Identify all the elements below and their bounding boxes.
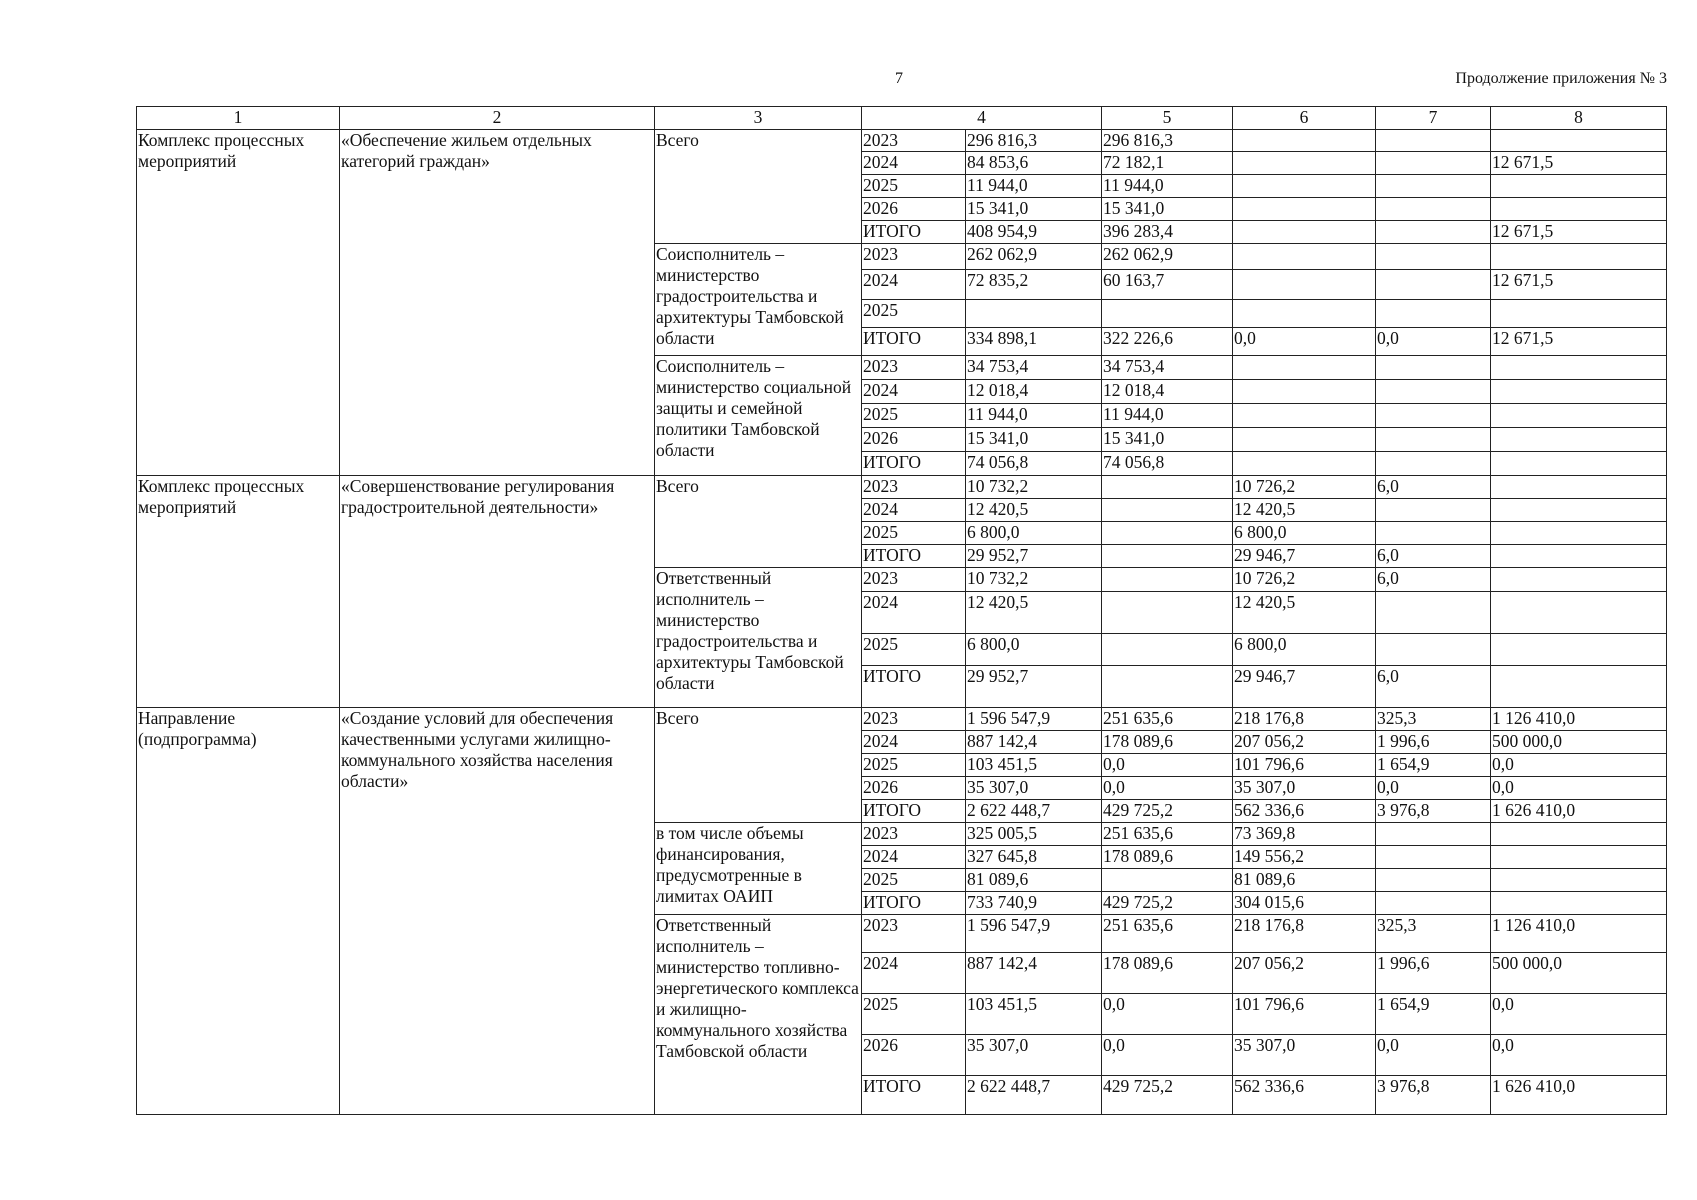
value-cell-col5: 12 018,4 xyxy=(1102,380,1233,404)
group-label: Всего xyxy=(655,708,862,823)
column-header-7: 7 xyxy=(1376,107,1491,130)
value-cell-col6: 562 336,6 xyxy=(1233,1076,1376,1115)
value-cell-col7 xyxy=(1376,152,1491,175)
value-cell-col6: 81 089,6 xyxy=(1233,869,1376,892)
value-cell-col7 xyxy=(1376,404,1491,428)
value-cell-col4: 408 954,9 xyxy=(966,221,1102,244)
value-cell-col4: 2 622 448,7 xyxy=(966,800,1102,823)
year-cell: 2023 xyxy=(862,823,966,846)
value-cell-col7 xyxy=(1376,846,1491,869)
value-cell-col8 xyxy=(1491,522,1667,545)
value-cell-col5: 72 182,1 xyxy=(1102,152,1233,175)
value-cell-col5: 178 089,6 xyxy=(1102,731,1233,754)
value-cell-col6: 35 307,0 xyxy=(1233,1035,1376,1076)
value-cell-col6: 10 726,2 xyxy=(1233,476,1376,499)
value-cell-col7: 325,3 xyxy=(1376,708,1491,731)
table-row xyxy=(137,130,1667,152)
value-cell-col6: 35 307,0 xyxy=(1233,777,1376,800)
value-cell-col7: 6,0 xyxy=(1376,545,1491,568)
value-cell-col8: 0,0 xyxy=(1491,994,1667,1035)
value-cell-col5: 396 283,4 xyxy=(1102,221,1233,244)
value-cell-col4: 10 732,2 xyxy=(966,568,1102,592)
value-cell-col5 xyxy=(1102,666,1233,708)
group-label: Ответственный исполнитель – министерство градостроительства и архитектуры Тамбовской области xyxy=(655,568,862,708)
year-cell: 2023 xyxy=(862,130,966,152)
group-label: Всего xyxy=(655,130,862,244)
value-cell-col4: 34 753,4 xyxy=(966,356,1102,380)
value-cell-col8 xyxy=(1491,404,1667,428)
year-cell: ИТОГО xyxy=(862,666,966,708)
value-cell-col5 xyxy=(1102,545,1233,568)
value-cell-col6 xyxy=(1233,380,1376,404)
value-cell-col8: 500 000,0 xyxy=(1491,953,1667,994)
value-cell-col5: 429 725,2 xyxy=(1102,892,1233,915)
column-header-3: 3 xyxy=(655,107,862,130)
value-cell-col4: 1 596 547,9 xyxy=(966,708,1102,731)
value-cell-col4: 12 420,5 xyxy=(966,499,1102,522)
value-cell-col6 xyxy=(1233,221,1376,244)
value-cell-col5: 262 062,9 xyxy=(1102,244,1233,270)
value-cell-col7 xyxy=(1376,499,1491,522)
value-cell-col8 xyxy=(1491,476,1667,499)
value-cell-col8 xyxy=(1491,198,1667,221)
value-cell-col7: 6,0 xyxy=(1376,476,1491,499)
value-cell-col8 xyxy=(1491,499,1667,522)
appendix-note: Продолжение приложения № 3 xyxy=(1455,70,1667,87)
value-cell-col5: 178 089,6 xyxy=(1102,953,1233,994)
table-row xyxy=(137,708,1667,731)
year-cell: 2024 xyxy=(862,499,966,522)
value-cell-col8 xyxy=(1491,823,1667,846)
value-cell-col5 xyxy=(1102,522,1233,545)
column-header-1: 1 xyxy=(137,107,340,130)
year-cell: 2025 xyxy=(862,994,966,1035)
value-cell-col7 xyxy=(1376,244,1491,270)
value-cell-col5: 0,0 xyxy=(1102,1035,1233,1076)
value-cell-col8 xyxy=(1491,846,1667,869)
value-cell-col6: 29 946,7 xyxy=(1233,545,1376,568)
year-cell: 2025 xyxy=(862,175,966,198)
value-cell-col8: 1 126 410,0 xyxy=(1491,915,1667,953)
value-cell-col7 xyxy=(1376,221,1491,244)
value-cell-col6: 218 176,8 xyxy=(1233,915,1376,953)
value-cell-col5: 11 944,0 xyxy=(1102,404,1233,428)
value-cell-col6: 73 369,8 xyxy=(1233,823,1376,846)
section-name: «Создание условий для обеспечения качественными услугами жилищно-коммунального хозяйства населения области» xyxy=(340,708,655,1115)
value-cell-col4: 29 952,7 xyxy=(966,666,1102,708)
group-label: Всего xyxy=(655,476,862,568)
value-cell-col8 xyxy=(1491,869,1667,892)
value-cell-col5: 178 089,6 xyxy=(1102,846,1233,869)
value-cell-col5: 15 341,0 xyxy=(1102,428,1233,452)
value-cell-col6 xyxy=(1233,244,1376,270)
value-cell-col6: 6 800,0 xyxy=(1233,522,1376,545)
year-cell: 2023 xyxy=(862,476,966,499)
year-cell: 2026 xyxy=(862,198,966,221)
value-cell-col7 xyxy=(1376,592,1491,634)
value-cell-col4: 10 732,2 xyxy=(966,476,1102,499)
table-row xyxy=(137,476,1667,499)
value-cell-col4: 29 952,7 xyxy=(966,545,1102,568)
value-cell-col4: 12 018,4 xyxy=(966,380,1102,404)
value-cell-col8 xyxy=(1491,356,1667,380)
year-cell: 2024 xyxy=(862,953,966,994)
value-cell-col4: 2 622 448,7 xyxy=(966,1076,1102,1115)
value-cell-col8 xyxy=(1491,175,1667,198)
year-cell: ИТОГО xyxy=(862,221,966,244)
value-cell-col6: 101 796,6 xyxy=(1233,994,1376,1035)
year-cell: ИТОГО xyxy=(862,328,966,356)
section-name: «Обеспечение жильем отдельных категорий граждан» xyxy=(340,130,655,476)
value-cell-col6 xyxy=(1233,300,1376,328)
value-cell-col6: 6 800,0 xyxy=(1233,634,1376,666)
value-cell-col5 xyxy=(1102,568,1233,592)
section-type: Комплекс процессных мероприятий xyxy=(137,130,340,476)
value-cell-col5: 0,0 xyxy=(1102,994,1233,1035)
value-cell-col4: 11 944,0 xyxy=(966,404,1102,428)
year-cell: 2026 xyxy=(862,1035,966,1076)
value-cell-col8: 12 671,5 xyxy=(1491,221,1667,244)
value-cell-col8 xyxy=(1491,666,1667,708)
value-cell-col6: 304 015,6 xyxy=(1233,892,1376,915)
value-cell-col5: 11 944,0 xyxy=(1102,175,1233,198)
value-cell-col6: 218 176,8 xyxy=(1233,708,1376,731)
year-cell: ИТОГО xyxy=(862,545,966,568)
value-cell-col6: 207 056,2 xyxy=(1233,731,1376,754)
year-cell: 2026 xyxy=(862,428,966,452)
value-cell-col4: 81 089,6 xyxy=(966,869,1102,892)
value-cell-col5 xyxy=(1102,592,1233,634)
value-cell-col5 xyxy=(1102,300,1233,328)
value-cell-col8 xyxy=(1491,130,1667,152)
value-cell-col5: 251 635,6 xyxy=(1102,823,1233,846)
year-cell: 2024 xyxy=(862,592,966,634)
value-cell-col4: 334 898,1 xyxy=(966,328,1102,356)
value-cell-col8 xyxy=(1491,592,1667,634)
value-cell-col4: 262 062,9 xyxy=(966,244,1102,270)
value-cell-col5: 0,0 xyxy=(1102,754,1233,777)
value-cell-col4: 6 800,0 xyxy=(966,634,1102,666)
section-type: Направление (подпрограмма) xyxy=(137,708,340,1115)
year-cell: 2024 xyxy=(862,731,966,754)
value-cell-col8: 0,0 xyxy=(1491,777,1667,800)
value-cell-col7 xyxy=(1376,130,1491,152)
value-cell-col4 xyxy=(966,300,1102,328)
value-cell-col4: 35 307,0 xyxy=(966,1035,1102,1076)
value-cell-col7: 1 654,9 xyxy=(1376,754,1491,777)
year-cell: ИТОГО xyxy=(862,1076,966,1115)
value-cell-col5 xyxy=(1102,869,1233,892)
year-cell: 2024 xyxy=(862,380,966,404)
value-cell-col6: 207 056,2 xyxy=(1233,953,1376,994)
value-cell-col5 xyxy=(1102,499,1233,522)
value-cell-col5: 296 816,3 xyxy=(1102,130,1233,152)
year-cell: 2023 xyxy=(862,356,966,380)
value-cell-col4: 84 853,6 xyxy=(966,152,1102,175)
group-label: Соисполнитель – министерство градостроительства и архитектуры Тамбовской области xyxy=(655,244,862,356)
value-cell-col4: 11 944,0 xyxy=(966,175,1102,198)
value-cell-col7 xyxy=(1376,522,1491,545)
value-cell-col8 xyxy=(1491,634,1667,666)
value-cell-col8 xyxy=(1491,892,1667,915)
value-cell-col8: 1 626 410,0 xyxy=(1491,800,1667,823)
year-cell: 2023 xyxy=(862,568,966,592)
column-header-5: 5 xyxy=(1102,107,1233,130)
value-cell-col5: 322 226,6 xyxy=(1102,328,1233,356)
value-cell-col8 xyxy=(1491,545,1667,568)
value-cell-col7: 3 976,8 xyxy=(1376,1076,1491,1115)
value-cell-col4: 733 740,9 xyxy=(966,892,1102,915)
page-number: 7 xyxy=(895,70,903,87)
value-cell-col5: 34 753,4 xyxy=(1102,356,1233,380)
year-cell: 2026 xyxy=(862,777,966,800)
value-cell-col7 xyxy=(1376,198,1491,221)
value-cell-col4: 12 420,5 xyxy=(966,592,1102,634)
value-cell-col8: 12 671,5 xyxy=(1491,328,1667,356)
value-cell-col7 xyxy=(1376,356,1491,380)
year-cell: ИТОГО xyxy=(862,452,966,476)
value-cell-col4: 15 341,0 xyxy=(966,428,1102,452)
value-cell-col7: 3 976,8 xyxy=(1376,800,1491,823)
group-label: в том числе объемы финансирования, предусмотренные в лимитах ОАИП xyxy=(655,823,862,915)
value-cell-col7 xyxy=(1376,175,1491,198)
value-cell-col7: 1 996,6 xyxy=(1376,731,1491,754)
value-cell-col6: 562 336,6 xyxy=(1233,800,1376,823)
value-cell-col4: 15 341,0 xyxy=(966,198,1102,221)
value-cell-col8: 12 671,5 xyxy=(1491,270,1667,300)
value-cell-col8: 0,0 xyxy=(1491,754,1667,777)
value-cell-col7: 6,0 xyxy=(1376,666,1491,708)
value-cell-col8: 1 126 410,0 xyxy=(1491,708,1667,731)
value-cell-col8 xyxy=(1491,300,1667,328)
value-cell-col6 xyxy=(1233,356,1376,380)
value-cell-col5: 251 635,6 xyxy=(1102,915,1233,953)
value-cell-col6: 12 420,5 xyxy=(1233,499,1376,522)
value-cell-col5: 0,0 xyxy=(1102,777,1233,800)
value-cell-col7: 6,0 xyxy=(1376,568,1491,592)
value-cell-col5: 251 635,6 xyxy=(1102,708,1233,731)
group-label: Соисполнитель – министерство социальной защиты и семейной политики Тамбовской области xyxy=(655,356,862,476)
value-cell-col6 xyxy=(1233,270,1376,300)
group-label: Ответственный исполнитель – министерство топливно-энергетического комплекса и жилищно-коммунального хозяйства Тамбовской области xyxy=(655,915,862,1115)
value-cell-col5: 60 163,7 xyxy=(1102,270,1233,300)
value-cell-col6 xyxy=(1233,452,1376,476)
value-cell-col7: 0,0 xyxy=(1376,1035,1491,1076)
value-cell-col5: 429 725,2 xyxy=(1102,1076,1233,1115)
value-cell-col7 xyxy=(1376,452,1491,476)
value-cell-col7: 1 654,9 xyxy=(1376,994,1491,1035)
value-cell-col4: 6 800,0 xyxy=(966,522,1102,545)
section-type: Комплекс процессных мероприятий xyxy=(137,476,340,708)
value-cell-col4: 72 835,2 xyxy=(966,270,1102,300)
value-cell-col8 xyxy=(1491,380,1667,404)
year-cell: 2025 xyxy=(862,634,966,666)
value-cell-col6: 101 796,6 xyxy=(1233,754,1376,777)
value-cell-col5 xyxy=(1102,634,1233,666)
year-cell: 2023 xyxy=(862,708,966,731)
year-cell: ИТОГО xyxy=(862,800,966,823)
value-cell-col6: 0,0 xyxy=(1233,328,1376,356)
value-cell-col4: 325 005,5 xyxy=(966,823,1102,846)
value-cell-col7 xyxy=(1376,892,1491,915)
value-cell-col7 xyxy=(1376,823,1491,846)
year-cell: 2025 xyxy=(862,404,966,428)
year-cell: 2025 xyxy=(862,754,966,777)
value-cell-col4: 887 142,4 xyxy=(966,731,1102,754)
value-cell-col7 xyxy=(1376,270,1491,300)
value-cell-col8: 0,0 xyxy=(1491,1035,1667,1076)
year-cell: ИТОГО xyxy=(862,892,966,915)
value-cell-col6 xyxy=(1233,404,1376,428)
value-cell-col7: 325,3 xyxy=(1376,915,1491,953)
value-cell-col7 xyxy=(1376,380,1491,404)
year-cell: 2025 xyxy=(862,522,966,545)
value-cell-col8 xyxy=(1491,568,1667,592)
value-cell-col7: 0,0 xyxy=(1376,777,1491,800)
year-cell: 2023 xyxy=(862,244,966,270)
value-cell-col4: 74 056,8 xyxy=(966,452,1102,476)
year-cell: 2025 xyxy=(862,869,966,892)
value-cell-col7 xyxy=(1376,428,1491,452)
value-cell-col5 xyxy=(1102,476,1233,499)
table-body xyxy=(137,107,1667,1115)
value-cell-col8 xyxy=(1491,244,1667,270)
financing-table xyxy=(136,106,1667,1115)
value-cell-col5: 15 341,0 xyxy=(1102,198,1233,221)
value-cell-col6: 12 420,5 xyxy=(1233,592,1376,634)
value-cell-col5: 429 725,2 xyxy=(1102,800,1233,823)
value-cell-col4: 35 307,0 xyxy=(966,777,1102,800)
column-header-4: 4 xyxy=(862,107,1102,130)
value-cell-col6 xyxy=(1233,198,1376,221)
value-cell-col8 xyxy=(1491,428,1667,452)
value-cell-col7: 0,0 xyxy=(1376,328,1491,356)
year-cell: 2024 xyxy=(862,152,966,175)
value-cell-col6 xyxy=(1233,428,1376,452)
value-cell-col4: 103 451,5 xyxy=(966,994,1102,1035)
value-cell-col6 xyxy=(1233,130,1376,152)
column-header-2: 2 xyxy=(340,107,655,130)
value-cell-col8: 500 000,0 xyxy=(1491,731,1667,754)
value-cell-col6: 29 946,7 xyxy=(1233,666,1376,708)
value-cell-col7 xyxy=(1376,300,1491,328)
year-cell: 2024 xyxy=(862,270,966,300)
value-cell-col7 xyxy=(1376,869,1491,892)
section-name: «Совершенствование регулирования градостроительной деятельности» xyxy=(340,476,655,708)
column-header-8: 8 xyxy=(1491,107,1667,130)
column-header-6: 6 xyxy=(1233,107,1376,130)
value-cell-col6 xyxy=(1233,152,1376,175)
value-cell-col4: 1 596 547,9 xyxy=(966,915,1102,953)
value-cell-col6 xyxy=(1233,175,1376,198)
year-cell: 2023 xyxy=(862,915,966,953)
value-cell-col4: 296 816,3 xyxy=(966,130,1102,152)
value-cell-col8: 12 671,5 xyxy=(1491,152,1667,175)
value-cell-col4: 327 645,8 xyxy=(966,846,1102,869)
header-row xyxy=(137,107,1667,130)
value-cell-col8 xyxy=(1491,452,1667,476)
value-cell-col6: 149 556,2 xyxy=(1233,846,1376,869)
value-cell-col5: 74 056,8 xyxy=(1102,452,1233,476)
value-cell-col6: 10 726,2 xyxy=(1233,568,1376,592)
value-cell-col8: 1 626 410,0 xyxy=(1491,1076,1667,1115)
value-cell-col7: 1 996,6 xyxy=(1376,953,1491,994)
value-cell-col4: 103 451,5 xyxy=(966,754,1102,777)
year-cell: 2024 xyxy=(862,846,966,869)
value-cell-col4: 887 142,4 xyxy=(966,953,1102,994)
year-cell: 2025 xyxy=(862,300,966,328)
value-cell-col7 xyxy=(1376,634,1491,666)
